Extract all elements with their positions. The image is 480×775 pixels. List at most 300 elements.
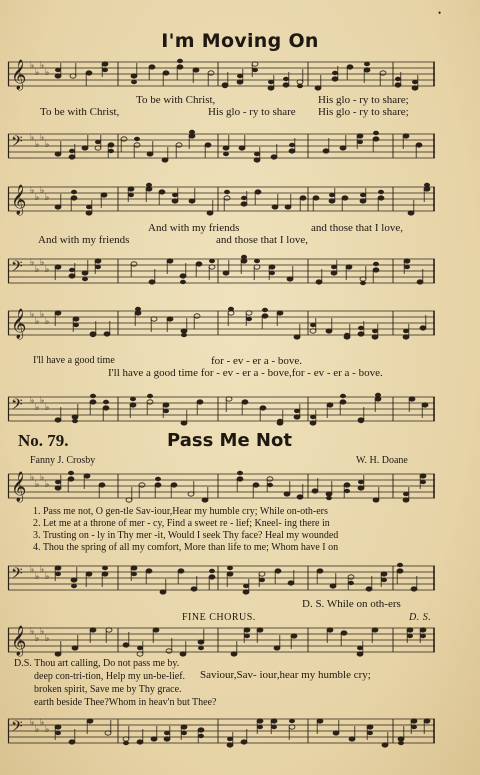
note-head: [316, 280, 322, 284]
note-head: [223, 146, 229, 150]
note-head: [226, 397, 232, 401]
flat-icon: ♭: [45, 480, 50, 490]
flat-icon: ♭: [45, 317, 50, 327]
music-staff-1: [8, 58, 435, 90]
lyric-line: And with my friends: [148, 222, 240, 234]
lyric-line: I'll have a good time: [33, 355, 115, 366]
note-head: [104, 332, 110, 336]
note-head: [228, 311, 234, 315]
staff-notation: [8, 307, 435, 339]
note-head: [367, 725, 373, 729]
lyric-line: His glo - ry to share;: [318, 94, 409, 106]
note-head: [257, 719, 263, 723]
flat-icon: ♭: [40, 310, 45, 320]
note-head: [71, 578, 77, 582]
note-head: [223, 271, 229, 275]
flat-icon: ♭: [30, 473, 35, 483]
flat-icon: ♭: [35, 634, 40, 644]
note-head: [260, 406, 266, 410]
lyric-line: and those that I love,: [311, 222, 403, 234]
note-head: [151, 317, 157, 321]
song2-title: Pass Me Not: [167, 430, 292, 451]
note-head: [287, 277, 293, 281]
staff-notation: [8, 562, 435, 594]
chorus-line: D.S. Thou art calling, Do not pass me by.: [14, 658, 180, 669]
music-staff-6: [8, 393, 435, 425]
note-head: [297, 495, 303, 499]
note-head: [259, 572, 265, 576]
flat-icon: ♭: [40, 133, 45, 143]
bass-clef-icon: 𝄢: [11, 133, 23, 154]
note-head: [163, 403, 169, 407]
note-head: [382, 743, 388, 747]
note-head: [404, 259, 410, 263]
note-head: [297, 80, 303, 84]
note-head: [155, 483, 161, 487]
music-staff-10: [8, 715, 435, 747]
note-head: [330, 584, 336, 588]
lyric-line: His glo - ry to share;: [318, 106, 409, 118]
note-head: [289, 149, 295, 153]
note-head: [55, 418, 61, 422]
note-head: [137, 740, 143, 744]
note-head: [412, 86, 418, 90]
note-head: [271, 155, 277, 159]
note-head: [420, 326, 426, 330]
note-head: [241, 740, 247, 744]
note-head: [130, 403, 136, 407]
flat-icon: ♭: [40, 61, 45, 71]
note-head: [340, 146, 346, 150]
staff-notation: [8, 130, 435, 162]
composer: W. H. Doane: [356, 455, 408, 466]
note-head: [55, 486, 61, 490]
note-head: [101, 193, 107, 197]
note-head: [271, 719, 277, 723]
flat-icon: ♭: [45, 68, 50, 78]
note-head: [208, 71, 214, 75]
note-head: [323, 149, 329, 153]
note-head: [231, 652, 237, 656]
note-head: [180, 652, 186, 656]
note-head: [411, 719, 417, 723]
note-head: [123, 643, 129, 647]
note-head: [420, 474, 426, 478]
note-head: [196, 262, 202, 266]
note-head: [55, 725, 61, 729]
note-head: [380, 71, 386, 75]
verse-line: 1. Pass me not, O gen-tle Sav-iour,Hear my humble cry; While on-oth-ers: [33, 506, 328, 517]
note-head: [283, 83, 289, 87]
note-head: [239, 146, 245, 150]
note-head: [70, 74, 76, 78]
note-head: [348, 575, 354, 579]
music-staff-4: [8, 255, 435, 287]
note-head: [197, 400, 203, 404]
note-head: [202, 498, 208, 502]
treble-clef-icon: 𝄞: [11, 626, 27, 656]
note-head: [417, 280, 423, 284]
note-head: [254, 158, 260, 162]
note-head: [123, 737, 129, 741]
note-head: [333, 731, 339, 735]
note-head: [102, 62, 108, 66]
note-head: [254, 265, 260, 269]
lyric-line: and those that I love,: [216, 234, 308, 246]
flat-icon: ♭: [30, 258, 35, 268]
note-head: [69, 274, 75, 278]
flat-icon: ♭: [35, 725, 40, 735]
note-head: [69, 155, 75, 159]
note-head: [102, 572, 108, 576]
note-head: [288, 581, 294, 585]
note-head: [95, 146, 101, 150]
note-head: [188, 492, 194, 496]
note-head: [274, 646, 280, 650]
chorus-line: Saviour,Sav- iour,hear my humble cry;: [200, 669, 371, 681]
note-head: [131, 566, 137, 570]
bass-clef-icon: 𝄢: [11, 396, 23, 417]
song1-title: I'm Moving On: [161, 30, 319, 52]
note-head: [176, 143, 182, 147]
flat-icon: ♭: [40, 627, 45, 637]
note-head: [121, 137, 127, 141]
flat-icon: ♭: [35, 480, 40, 490]
note-head: [55, 652, 61, 656]
lyric-line: His glo - ry to share: [208, 106, 296, 118]
lyricist: Fanny J. Crosby: [30, 455, 96, 466]
note-head: [146, 187, 152, 191]
note-head: [420, 628, 426, 632]
flat-icon: ♭: [35, 193, 40, 203]
note-head: [252, 62, 258, 66]
flat-icon: ♭: [35, 572, 40, 582]
note-head: [255, 190, 261, 194]
note-head: [408, 211, 414, 215]
note-head: [108, 143, 114, 147]
lyric-line: for - ev - er a - bove.: [211, 355, 303, 367]
note-head: [375, 397, 381, 401]
note-head: [358, 332, 364, 336]
chorus-line: broken spirit, Save me by Thy grace.: [34, 684, 182, 695]
note-head: [342, 196, 348, 200]
note-head: [131, 74, 137, 78]
note-head: [181, 725, 187, 729]
music-staff-2: [8, 130, 435, 162]
note-head: [244, 628, 250, 632]
note-head: [72, 415, 78, 419]
note-head: [137, 652, 143, 656]
flat-icon: ♭: [45, 193, 50, 203]
note-head: [181, 421, 187, 425]
note-head: [103, 406, 109, 410]
note-head: [310, 329, 316, 333]
note-head: [126, 498, 132, 502]
note-head: [86, 572, 92, 576]
note-head: [139, 483, 145, 487]
note-head: [227, 743, 233, 747]
flat-icon: ♭: [30, 627, 35, 637]
note-head: [246, 311, 252, 315]
note-head: [326, 492, 332, 496]
note-head: [424, 187, 430, 191]
note-head: [178, 569, 184, 573]
note-head: [82, 271, 88, 275]
note-head: [357, 134, 363, 138]
music-staff-5: [8, 307, 435, 339]
note-head: [242, 400, 248, 404]
note-head: [55, 265, 61, 269]
note-head: [275, 569, 281, 573]
flat-icon: ♭: [40, 186, 45, 196]
note-head: [241, 202, 247, 206]
staff-notation: [8, 255, 435, 287]
flat-icon: ♭: [40, 473, 45, 483]
note-head: [344, 483, 350, 487]
note-head: [149, 280, 155, 284]
flat-icon: ♭: [30, 61, 35, 71]
note-head: [205, 143, 211, 147]
note-head: [317, 569, 323, 573]
note-head: [90, 400, 96, 404]
note-head: [407, 628, 413, 632]
treble-clef-icon: 𝄞: [11, 309, 27, 339]
note-head: [105, 731, 111, 735]
note-head: [198, 640, 204, 644]
flat-icon: ♭: [30, 310, 35, 320]
note-head: [209, 575, 215, 579]
flat-icon: ♭: [35, 68, 40, 78]
note-head: [227, 572, 233, 576]
note-head: [373, 268, 379, 272]
note-head: [313, 196, 319, 200]
note-head: [284, 492, 290, 496]
note-head: [340, 400, 346, 404]
note-head: [209, 265, 215, 269]
note-head: [277, 311, 283, 315]
note-head: [207, 211, 213, 215]
note-head: [95, 259, 101, 263]
flat-icon: ♭: [45, 572, 50, 582]
note-head: [151, 737, 157, 741]
note-head: [372, 335, 378, 339]
treble-clef-icon: 𝄞: [11, 60, 27, 90]
note-head: [411, 587, 417, 591]
note-head: [424, 719, 430, 723]
staff-notation: [8, 58, 435, 90]
note-head: [327, 403, 333, 407]
note-head: [166, 649, 172, 653]
note-head: [172, 199, 178, 203]
flat-icon: ♭: [45, 140, 50, 150]
note-head: [346, 265, 352, 269]
lyric-line: And with my friends: [38, 234, 130, 246]
note-head: [262, 314, 268, 318]
note-head: [269, 265, 275, 269]
note-head: [291, 634, 297, 638]
note-head: [357, 652, 363, 656]
note-head: [147, 400, 153, 404]
note-head: [55, 566, 61, 570]
music-staff-9: [8, 624, 435, 656]
note-head: [294, 415, 300, 419]
bass-clef-icon: 𝄢: [11, 718, 23, 739]
lyric-line: I'll have a good time for - ev - er a - bove,for - ev - er a - bove.: [108, 367, 383, 379]
note-head: [327, 628, 333, 632]
note-head: [373, 137, 379, 141]
note-head: [198, 728, 204, 732]
note-head: [416, 143, 422, 147]
note-head: [237, 80, 243, 84]
note-head: [397, 569, 403, 573]
note-head: [134, 143, 140, 147]
note-head: [106, 628, 112, 632]
note-head: [312, 489, 318, 493]
note-head: [317, 719, 323, 723]
note-head: [72, 646, 78, 650]
note-head: [167, 259, 173, 263]
note-head: [364, 68, 370, 72]
note-head: [55, 152, 61, 156]
note-head: [55, 311, 61, 315]
flat-icon: ♭: [45, 634, 50, 644]
note-head: [310, 421, 316, 425]
fine-chorus-label: FINE CHORUS.: [182, 612, 256, 623]
flat-icon: ♭: [30, 133, 35, 143]
chorus-line: deep con-tri-tion, Help my un-be-lief.: [34, 671, 186, 682]
note-head: [153, 628, 159, 632]
note-head: [99, 483, 105, 487]
flat-icon: ♭: [30, 718, 35, 728]
note-head: [366, 587, 372, 591]
note-head: [372, 628, 378, 632]
note-head: [349, 737, 355, 741]
verse-line: 2. Let me at a throne of mer - cy, Find a sweet re - lief; Kneel- ing there in: [33, 518, 330, 529]
music-staff-3: [8, 183, 435, 215]
note-head: [177, 65, 183, 69]
note-head: [131, 262, 137, 266]
note-head: [146, 569, 152, 573]
note-head: [191, 587, 197, 591]
note-head: [332, 77, 338, 81]
flat-icon: ♭: [35, 140, 40, 150]
note-head: [403, 498, 409, 502]
ds-mark: D. S.: [409, 612, 432, 623]
staff-notation: [8, 624, 435, 656]
note-head: [86, 211, 92, 215]
note-head: [267, 477, 273, 481]
staff-notation: [8, 715, 435, 747]
treble-clef-icon: 𝄞: [11, 472, 27, 502]
staff-notation: [8, 393, 435, 425]
note-head: [341, 631, 347, 635]
flat-icon: ♭: [30, 186, 35, 196]
note-head: [253, 483, 259, 487]
ds-line: D. S. While on oth-ers: [302, 598, 401, 610]
note-head: [358, 486, 364, 490]
music-staff-7: [8, 470, 435, 502]
note-head: [73, 317, 79, 321]
note-head: [87, 719, 93, 723]
note-head: [69, 740, 75, 744]
note-head: [149, 65, 155, 69]
flat-icon: ♭: [45, 403, 50, 413]
hymn-number: No. 79.: [18, 431, 69, 450]
note-head: [181, 329, 187, 333]
flat-icon: ♭: [30, 396, 35, 406]
bass-clef-icon: 𝄢: [11, 258, 23, 279]
note-head: [128, 187, 134, 191]
verse-line: 3. Trusting on - ly in Thy mer -it, Would I seek Thy face? Heal my wounded: [33, 530, 339, 541]
note-head: [167, 317, 173, 321]
note-head: [422, 403, 428, 407]
note-head: [289, 725, 295, 729]
note-head: [160, 590, 166, 594]
note-head: [189, 199, 195, 203]
note-head: [84, 474, 90, 478]
music-staff-8: [8, 562, 435, 594]
flat-icon: ♭: [35, 403, 40, 413]
staff-notation: [8, 470, 435, 502]
note-head: [135, 311, 141, 315]
flat-icon: ♭: [40, 396, 45, 406]
flat-icon: ♭: [30, 565, 35, 575]
note-head: [162, 158, 168, 162]
note-head: [409, 397, 415, 401]
note-head: [147, 152, 153, 156]
note-head: [68, 477, 74, 481]
note-head: [360, 199, 366, 203]
note-head: [55, 74, 61, 78]
note-head: [294, 335, 300, 339]
note-head: [329, 199, 335, 203]
lyric-line: To be with Christ,: [136, 94, 216, 106]
note-head: [71, 196, 77, 200]
note-head: [315, 86, 321, 90]
note-head: [272, 205, 278, 209]
note-head: [194, 314, 200, 318]
note-head: [331, 271, 337, 275]
note-head: [268, 86, 274, 90]
note-head: [360, 277, 366, 281]
bass-clef-icon: 𝄢: [11, 565, 23, 586]
note-head: [398, 737, 404, 741]
note-head: [164, 737, 170, 741]
note-head: [326, 329, 332, 333]
treble-clef-icon: 𝄞: [11, 185, 27, 215]
note-head: [82, 146, 88, 150]
flat-icon: ♭: [40, 718, 45, 728]
staff-notation: [8, 183, 435, 215]
note-head: [243, 590, 249, 594]
note-head: [237, 477, 243, 481]
note-head: [189, 134, 195, 138]
flat-icon: ♭: [35, 317, 40, 327]
verse-line: 4. Thou the spring of all my comfort, More than life to me; Whom have I on: [33, 542, 339, 553]
note-head: [163, 71, 169, 75]
note-head: [395, 83, 401, 87]
note-head: [171, 483, 177, 487]
note-head: [180, 274, 186, 278]
flat-icon: ♭: [45, 725, 50, 735]
flat-icon: ♭: [40, 258, 45, 268]
note-head: [159, 190, 165, 194]
note-head: [381, 572, 387, 576]
note-head: [403, 134, 409, 138]
note-head: [378, 196, 384, 200]
note-head: [285, 205, 291, 209]
note-head: [86, 71, 92, 75]
